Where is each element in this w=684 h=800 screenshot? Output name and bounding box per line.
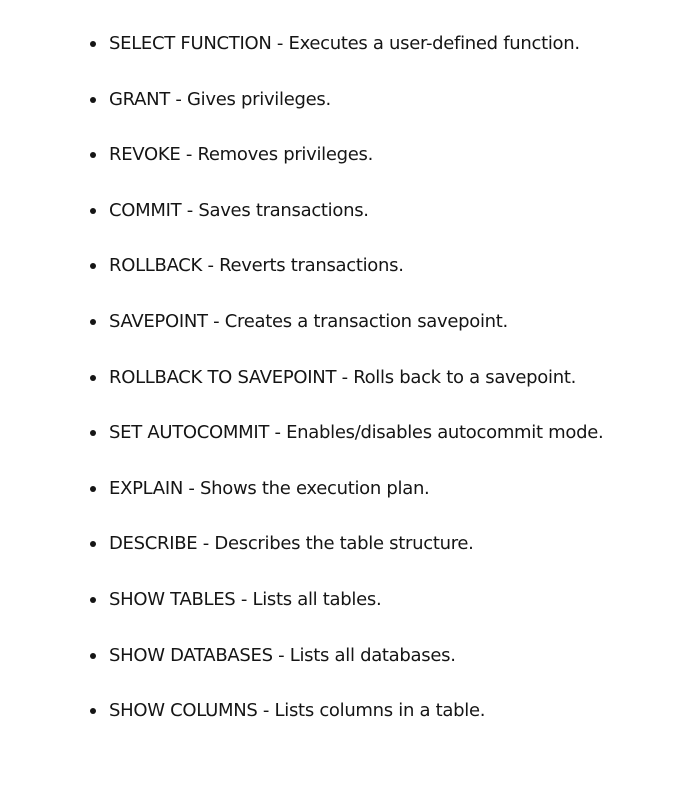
list-item-text: DESCRIBE - Describes the table structure. [109, 533, 474, 555]
bullet-icon [90, 430, 96, 436]
list-item-text: ROLLBACK - Reverts transactions. [109, 255, 404, 277]
bullet-icon [90, 319, 96, 325]
bullet-icon [90, 41, 96, 47]
bullet-icon [90, 486, 96, 492]
list-item [90, 141, 650, 169]
command-list [90, 30, 650, 753]
bullet-icon [90, 597, 96, 603]
list-item [90, 86, 650, 114]
bullet-icon [90, 541, 96, 547]
bullet-icon [90, 375, 96, 381]
bullet-icon [90, 208, 96, 214]
list-item-text: EXPLAIN - Shows the execution plan. [109, 477, 430, 499]
list-item-text: SHOW COLUMNS - Lists columns in a table. [109, 700, 486, 722]
list-item-text: GRANT - Gives privileges. [109, 88, 331, 110]
list-item [90, 197, 650, 225]
bullet-icon [90, 653, 96, 659]
list-item-text: SHOW TABLES - Lists all tables. [109, 588, 382, 610]
list-item-text: SET AUTOCOMMIT - Enables/disables autocommit mode. [109, 422, 604, 444]
list-item [90, 419, 609, 447]
list-item-text: SHOW DATABASES - Lists all databases. [109, 644, 456, 666]
list-item [90, 697, 650, 725]
list-item [90, 530, 650, 558]
list-item [90, 308, 650, 336]
list-item [90, 475, 650, 503]
list-item [90, 642, 650, 670]
bullet-icon [90, 263, 96, 269]
list-item-text: SAVEPOINT - Creates a transaction savepoint. [109, 310, 508, 332]
bullet-icon [90, 708, 96, 714]
list-item-text: ROLLBACK TO SAVEPOINT - Rolls back to a savepoint. [109, 366, 577, 388]
list-item-text: REVOKE - Removes privileges. [109, 144, 374, 166]
list-item [90, 586, 650, 614]
list-item [90, 30, 650, 58]
bullet-icon [90, 152, 96, 158]
list-item [90, 252, 650, 280]
list-item [90, 364, 650, 392]
bullet-icon [90, 97, 96, 103]
list-item-text: COMMIT - Saves transactions. [109, 199, 369, 221]
list-item-text: SELECT FUNCTION - Executes a user-defined function. [109, 33, 580, 54]
